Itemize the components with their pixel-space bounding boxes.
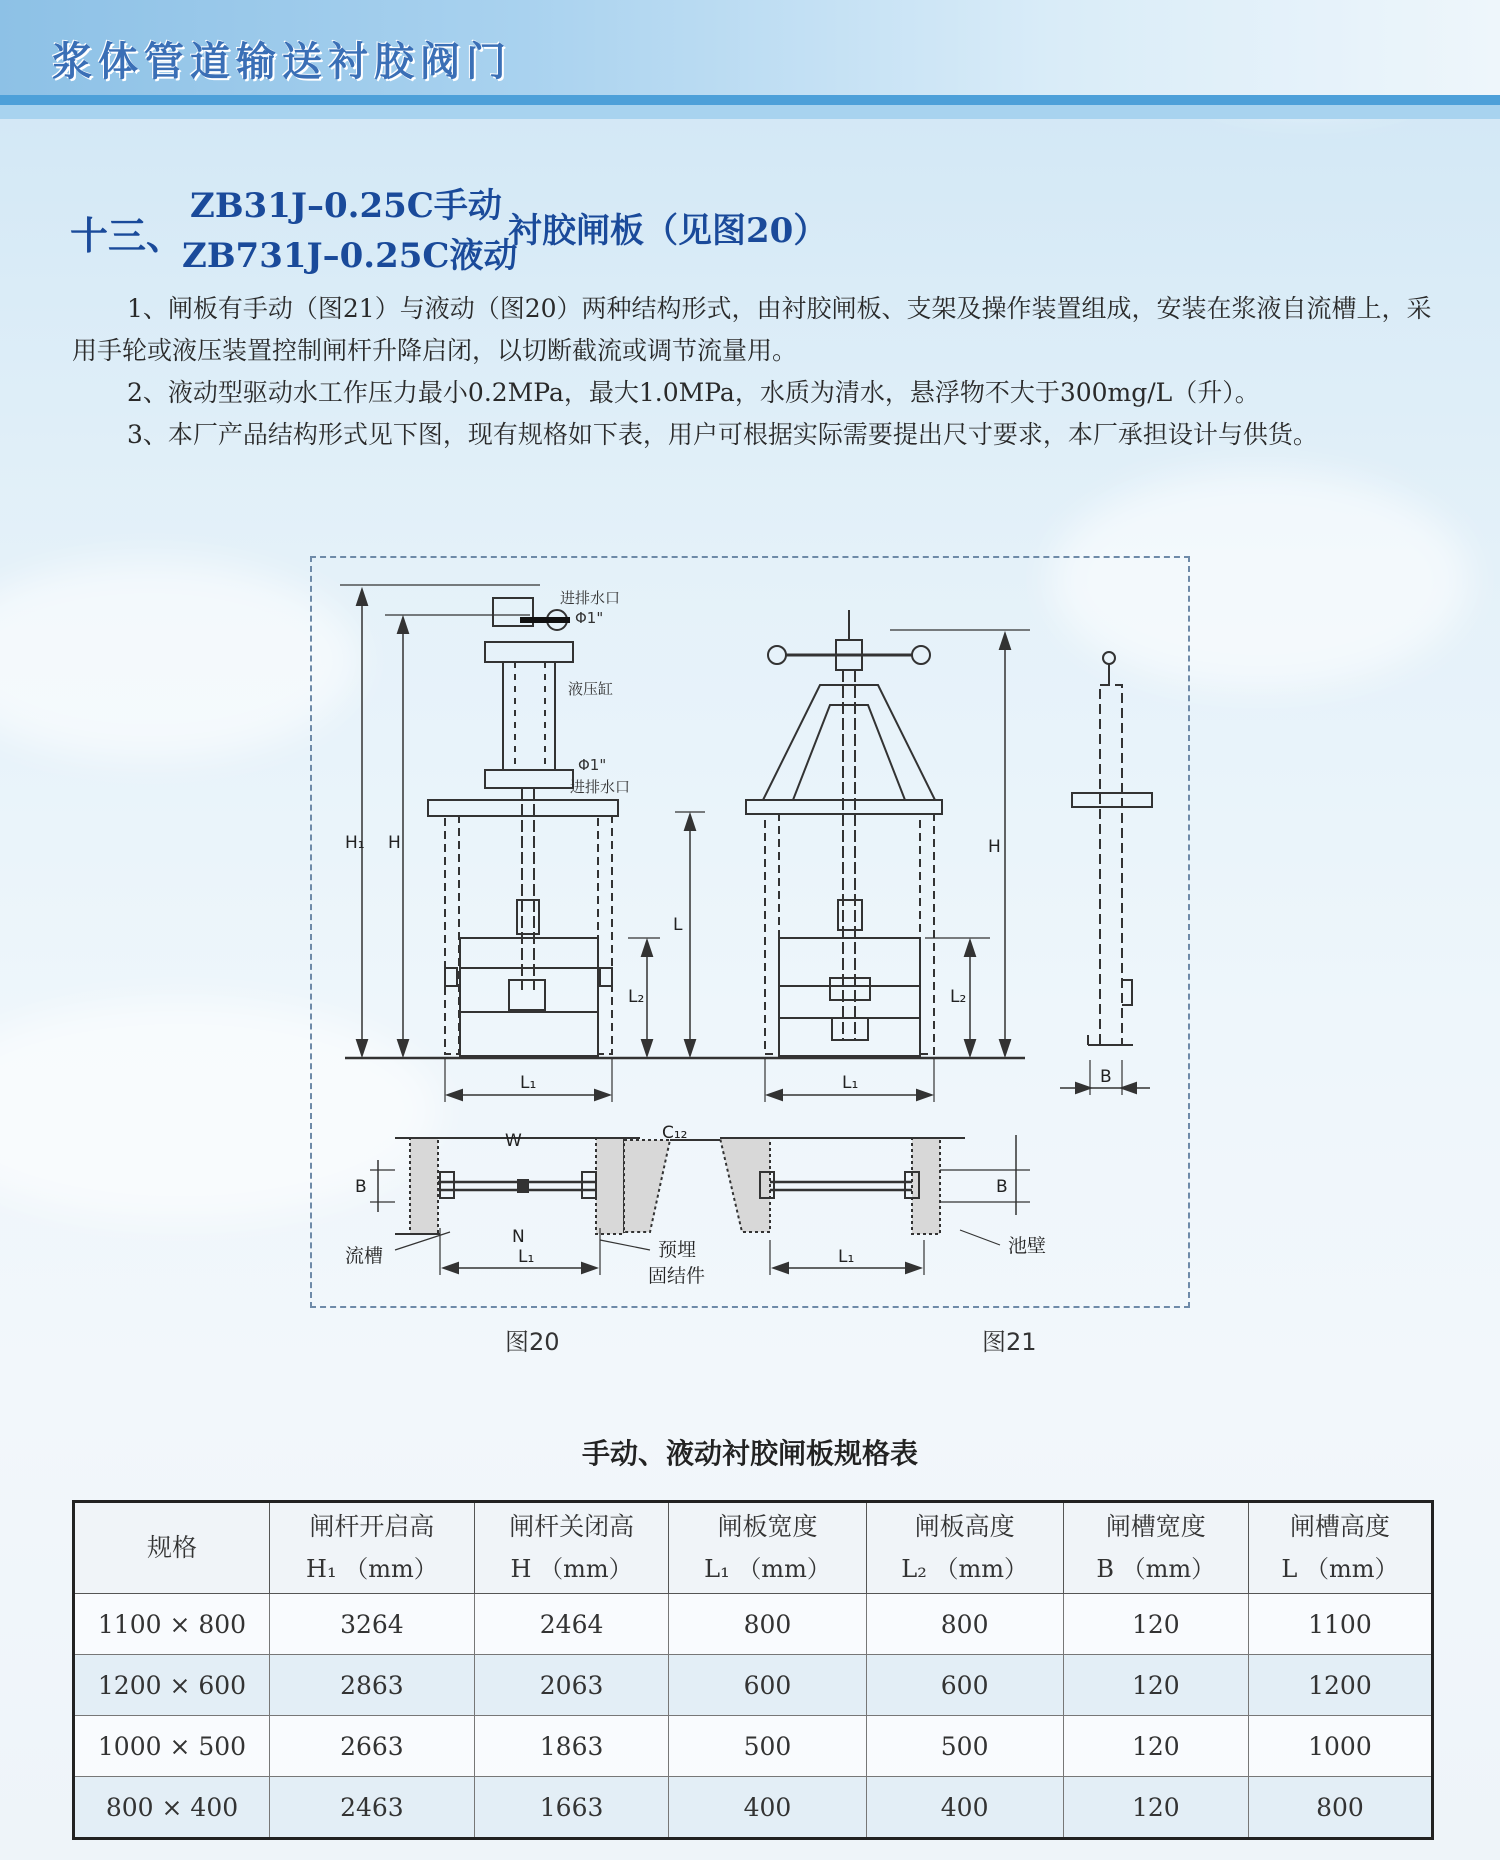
- section-model-manual: ZB31J–0.25C手动: [190, 186, 502, 226]
- label-channel: 流槽: [345, 1245, 384, 1267]
- caption-figure-20: 图20: [505, 1328, 560, 1356]
- table-cell: 1000: [1248, 1716, 1432, 1777]
- table-cell: 500: [866, 1716, 1063, 1777]
- table-row: [74, 1655, 1433, 1716]
- label-h: H: [388, 833, 401, 853]
- table-cell: 120: [1063, 1655, 1248, 1716]
- table-cell: 2863: [270, 1655, 475, 1716]
- paragraph-1: 1、闸板有手动（图21）与液动（图20）两种结构形式，由衬胶闸板、支架及操作装置组成，安装在浆液自流槽上，采用手轮或液压装置控制闸杆升降启闭，以切断截流或调节流量用。: [72, 294, 1432, 365]
- table-cell: 120: [1063, 1716, 1248, 1777]
- label-embedded-1: 预埋: [658, 1239, 697, 1261]
- label-phi-top: Φ1": [575, 609, 604, 627]
- table-cell: 400: [866, 1777, 1063, 1839]
- table-cell: 1100: [1248, 1594, 1432, 1655]
- paragraph-2: 2、液动型驱动水工作压力最小0.2MPa，最大1.0MPa，水质为清水，悬浮物不大于300mg/L（升）。: [127, 378, 1260, 407]
- label-b-plan-left: B: [355, 1177, 367, 1197]
- table-cell: 600: [669, 1655, 866, 1716]
- header-cell: 闸槽高度 L （mm）: [1248, 1502, 1432, 1594]
- table-cell: 1000 × 500: [74, 1716, 270, 1777]
- table-cell: 1663: [474, 1777, 669, 1839]
- table-row: [74, 1777, 1433, 1839]
- table-cell: 3264: [270, 1594, 475, 1655]
- label-l1-plan-left: L₁: [518, 1247, 535, 1267]
- header-cell: 闸板高度 L₂ （mm）: [866, 1502, 1063, 1594]
- header-cell: 闸板宽度 L₁ （mm）: [669, 1502, 866, 1594]
- table-cell: 120: [1063, 1594, 1248, 1655]
- table-cell: 400: [669, 1777, 866, 1839]
- paragraph-3: 3、本厂产品结构形式见下图，现有规格如下表，用户可根据实际需要提出尺寸要求，本厂承担设计与供货。: [127, 420, 1318, 449]
- table-cell: 2463: [270, 1777, 475, 1839]
- label-h1: H₁: [345, 833, 365, 853]
- table-cell: 800 × 400: [74, 1777, 270, 1839]
- label-embedded-2: 固结件: [648, 1265, 706, 1287]
- table-cell: 120: [1063, 1777, 1248, 1839]
- section-title: 衬胶闸板（见图20）: [508, 211, 828, 251]
- section-number: 十三、: [70, 213, 185, 258]
- label-phi-bottom: Φ1": [578, 756, 607, 774]
- header-cell: 闸杆开启高 H₁ （mm）: [270, 1502, 475, 1594]
- table-row: [74, 1716, 1433, 1777]
- table-title: 手动、液动衬胶闸板规格表: [581, 1437, 918, 1470]
- label-l1-right: L₁: [842, 1073, 859, 1093]
- spec-table: [72, 1500, 1434, 1840]
- table-cell: 1863: [474, 1716, 669, 1777]
- section-model-hydraulic: ZB731J–0.25C液动: [182, 236, 518, 276]
- label-l2-left: L₂: [628, 987, 645, 1007]
- label-l2-right: L₂: [950, 987, 967, 1007]
- page-header-title: 浆体管道输送衬胶阀门: [52, 39, 512, 85]
- table-cell: 1200: [1248, 1655, 1432, 1716]
- table-header-row: [74, 1502, 1433, 1594]
- label-c12: C₁₂: [662, 1123, 688, 1143]
- header-cell: 闸杆关闭高 H （mm）: [474, 1502, 669, 1594]
- label-b-plan-right: B: [996, 1177, 1008, 1197]
- table-row: [74, 1594, 1433, 1655]
- table-cell: 500: [669, 1716, 866, 1777]
- header-cell: 闸槽宽度 B （mm）: [1063, 1502, 1248, 1594]
- table-cell: 2663: [270, 1716, 475, 1777]
- label-w: W: [505, 1131, 522, 1151]
- label-inlet-top: 进排水口: [560, 589, 621, 607]
- table-cell: 1200 × 600: [74, 1655, 270, 1716]
- table-cell: 800: [1248, 1777, 1432, 1839]
- label-pool-wall: 池壁: [1008, 1235, 1047, 1257]
- label-b-side: B: [1100, 1067, 1112, 1087]
- table-cell: 1100 × 800: [74, 1594, 270, 1655]
- table-cell: 2063: [474, 1655, 669, 1716]
- table-cell: 800: [866, 1594, 1063, 1655]
- label-h-right: H: [988, 837, 1001, 857]
- table-cell: 800: [669, 1594, 866, 1655]
- label-cylinder: 液压缸: [568, 680, 614, 698]
- table-cell: 600: [866, 1655, 1063, 1716]
- label-inlet-bottom: 进排水口: [570, 778, 631, 796]
- label-n: N: [512, 1227, 525, 1247]
- label-l: L: [673, 915, 683, 935]
- label-l1-plan-right: L₁: [838, 1247, 855, 1267]
- caption-figure-21: 图21: [982, 1328, 1037, 1356]
- label-l1-left: L₁: [520, 1073, 537, 1093]
- header-cell: 规格: [74, 1502, 270, 1594]
- table-cell: 2464: [474, 1594, 669, 1655]
